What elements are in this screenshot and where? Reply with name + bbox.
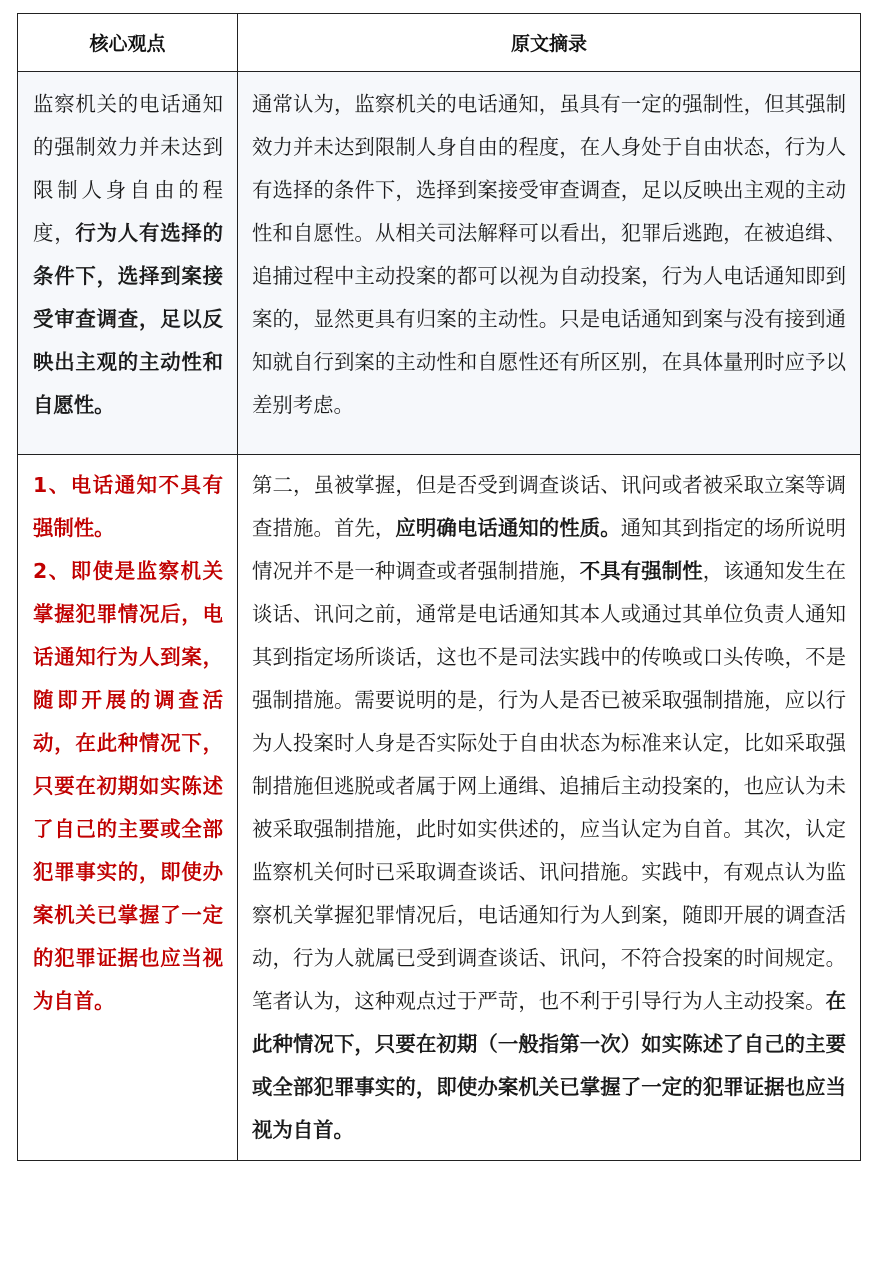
table-row	[18, 455, 861, 1161]
key-point-bold-text: 行为人有选择的条件下，选择到案接受审查调查，足以反映出主观的主动性和自愿性。	[33, 221, 224, 417]
excerpt-table	[17, 13, 861, 1161]
excerpt-bold-text: 在此种情况下，只要在初期（一般指第一次）如实陈述了自己的主要或全部犯罪事实的，即使办案机关已掌握了一定的犯罪证据也应当视为自首。	[252, 989, 846, 1142]
excerpt-bold-text: 不具有强制性	[579, 559, 703, 583]
header-excerpt: 原文摘录	[238, 14, 861, 72]
key-point-cell	[18, 455, 238, 1161]
table-header-row	[18, 14, 861, 72]
excerpt-text: 通知其到指定的场所说明情况并不是一种调查或者强制措施，	[252, 516, 847, 583]
key-point-cell	[18, 72, 238, 455]
key-point-item-1: 1、电话通知不具有强制性。	[33, 473, 223, 540]
excerpt-text: ，该通知发生在谈话、讯问之前，通常是电话通知其本人或通过其单位负责人通知其到指定场所谈话，这也不是司法实践中的传唤或口头传唤，不是强制措施。需要说明的是，行为人是否已被采取强制措施，应以行为人投案时人身是否实际处于自由状态为标准来认定，比如采取强制措施但逃脱或者属于网上通缉、追捕后主动投案的，也应认为未被采取强制措施，此时如实供述的，应当认定为自首。其次，认定监察机关何时已采取调查谈话、讯问措施。实践中，有观点认为监察机关掌握犯罪情况后，电话通知行为人到案，随即开展的调查活动，行为人就属已受到调查谈话、讯问，不符合投案的时间规定。笔者认为，这种观点过于严苛，也不利于引导行为人主动投案。	[252, 559, 847, 1013]
header-key-point: 核心观点	[18, 14, 238, 72]
table-row	[18, 72, 861, 455]
key-point-text: 监察机关的电话通知的强制效力并未达到限制人身自由的程度，	[33, 92, 223, 245]
excerpt-text: 通常认为，监察机关的电话通知，虽具有一定的强制性，但其强制效力并未达到限制人身自由的程度，在人身处于自由状态，行为人有选择的条件下，选择到案接受审查调查，足以反映出主观的主动性和自愿性。从相关司法解释可以看出，犯罪后逃跑，在被追缉、追捕过程中主动投案的都可以视为自动投案，行为人电话通知即到案的，显然更具有归案的主动性。只是电话通知到案与没有接到通知就自行到案的主动性和自愿性还有所区别，在具体量刑时应予以差别考虑。	[252, 92, 846, 417]
excerpt-bold-text: 应明确电话通知的性质。	[395, 516, 621, 540]
key-point-item-2: 2、即使是监察机关掌握犯罪情况后，电话通知行为人到案，随即开展的调查活动，在此种情况下，只要在初期如实陈述了自己的主要或全部犯罪事实的，即使办案机关已掌握了一定的犯罪证据也应当视为自首。	[33, 559, 223, 1013]
excerpt-cell	[238, 455, 861, 1161]
excerpt-cell	[238, 72, 861, 455]
excerpt-text: 第二，虽被掌握，但是否受到调查谈话、讯问或者被采取立案等调查措施。首先，	[252, 473, 846, 540]
